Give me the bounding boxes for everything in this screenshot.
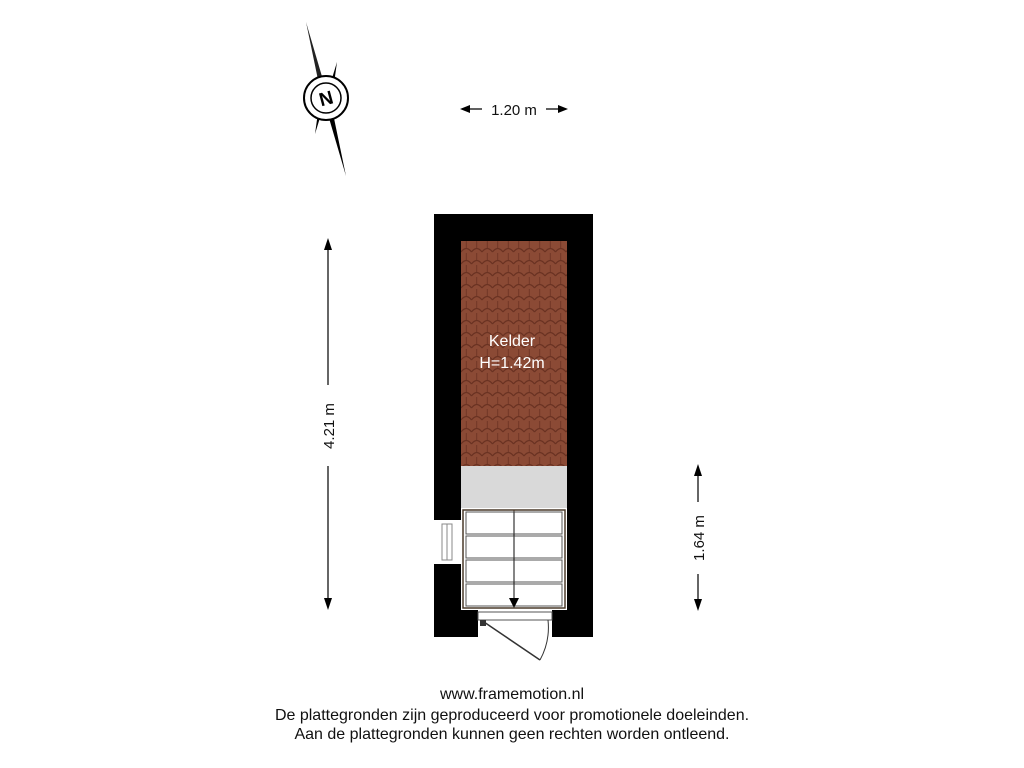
- footer-disclaimer-line1: De plattegronden zijn geproduceerd voor promotionele doeleinden.: [274, 707, 750, 724]
- dimension-height-left: [321, 238, 338, 610]
- door: [478, 610, 552, 660]
- footer-disclaimer-line2: Aan de plattegronden kunnen geen rechten worden ontleend.: [294, 726, 730, 743]
- room-height: H=1.42m: [479, 355, 545, 372]
- dimension-height-right: [691, 464, 708, 611]
- compass-label: N: [317, 87, 336, 112]
- dimension-width-top: [460, 102, 568, 119]
- dimension-height-right-label: 1.64 m: [691, 515, 708, 561]
- dimension-width-label: 1.20 m: [491, 102, 537, 119]
- footer-website: www.framemotion.nl: [439, 686, 585, 703]
- landing: [461, 466, 567, 508]
- stairs: [461, 508, 567, 610]
- dimension-height-left-label: 4.21 m: [321, 403, 338, 449]
- room-name: Kelder: [488, 333, 536, 350]
- room-kelder-area: [461, 241, 567, 466]
- compass-north-icon: [304, 22, 348, 176]
